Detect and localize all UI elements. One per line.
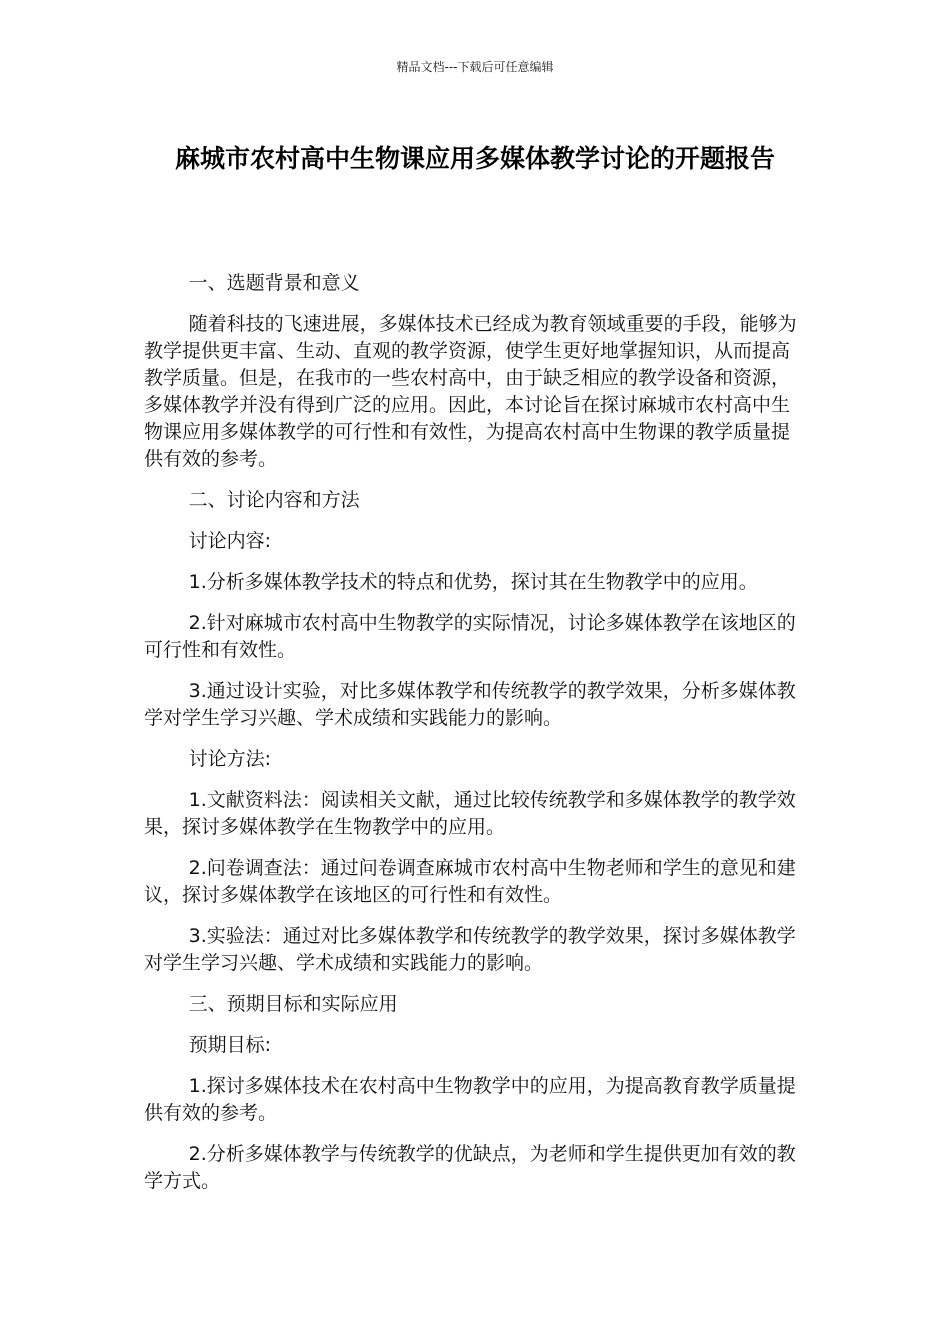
- subheading-paragraph: 讨论方法:: [188, 748, 272, 770]
- section-heading: 三、预期目标和实际应用: [188, 993, 398, 1015]
- list-item-paragraph: 1.文献资料法：阅读相关文献，通过比较传统教学和多媒体教学的教学效果，探讨多媒体教学在生物教学中的应用。: [144, 789, 796, 838]
- subheading-paragraph: 预期目标:: [188, 1034, 272, 1056]
- list-item-paragraph: 1.探讨多媒体技术在农村高中生物教学中的应用，为提高教育教学质量提供有效的参考。: [144, 1075, 796, 1124]
- body-paragraph: 随着科技的飞速进展，多媒体技术已经成为教育领域重要的手段，能够为教学提供更丰富、生动、直观的教学资源，使学生更好地掌握知识，从而提高教学质量。但是，在我市的一些农村高中，由于缺乏相应的教学设备和资源，多媒体教学并没有得到广泛的应用。因此，本讨论旨在探讨麻城市农村高中生物课应用多媒体教学的可行性和有效性，为提高农村高中生物课的教学质量提供有效的参考。: [144, 313, 797, 470]
- document-body: [144, 270, 806, 1209]
- document-title: 麻城市农村高中生物课应用多媒体教学讨论的开题报告: [174, 144, 775, 173]
- header-note: 精品文档---下载后可任意编辑: [396, 60, 554, 74]
- section-heading: 二、讨论内容和方法: [188, 489, 360, 511]
- list-item-paragraph: 2.分析多媒体教学与传统教学的优缺点，为老师和学生提供更加有效的教学方式。: [144, 1143, 796, 1192]
- list-item-paragraph: 3.通过设计实验，对比多媒体教学和传统教学的教学效果，分析多媒体教学对学生学习兴趣、学术成绩和实践能力的影响。: [144, 680, 796, 729]
- list-item-paragraph: 2.针对麻城市农村高中生物教学的实际情况，讨论多媒体教学在该地区的可行性和有效性。: [144, 612, 796, 661]
- list-item-paragraph: 3.实验法：通过对比多媒体教学和传统教学的教学效果，探讨多媒体教学对学生学习兴趣、学术成绩和实践能力的影响。: [144, 925, 796, 974]
- list-item-paragraph: 1.分析多媒体教学技术的特点和优势，探讨其在生物教学中的应用。: [188, 571, 758, 593]
- section-heading: 一、选题背景和意义: [188, 272, 360, 294]
- subheading-paragraph: 讨论内容:: [188, 530, 272, 552]
- list-item-paragraph: 2.问卷调查法：通过问卷调查麻城市农村高中生物老师和学生的意见和建议，探讨多媒体教学在该地区的可行性和有效性。: [144, 857, 796, 906]
